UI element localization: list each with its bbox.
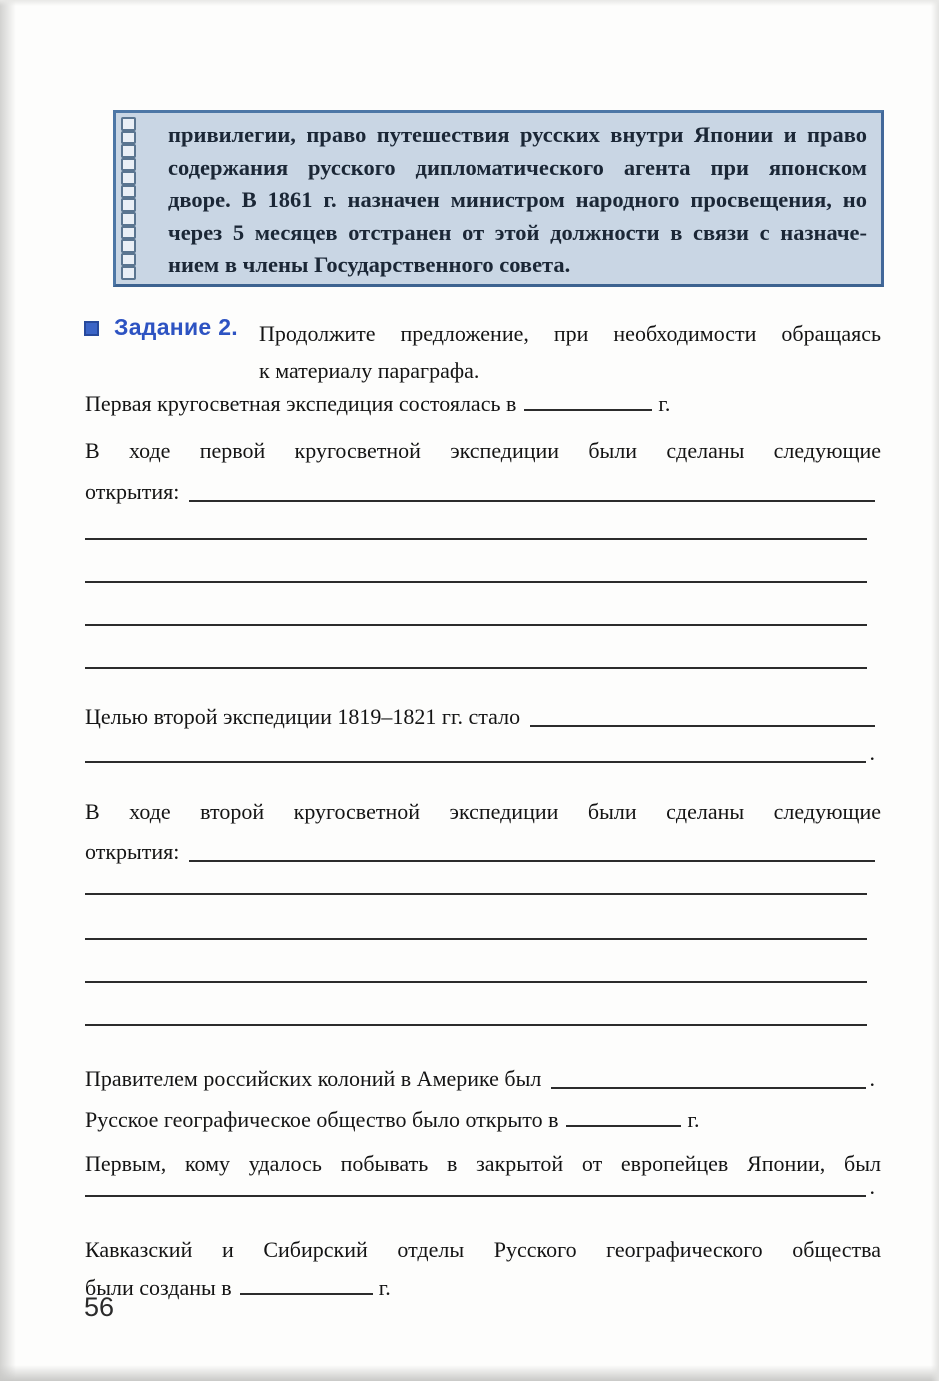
question-q5	[85, 1062, 875, 1092]
binder-ring-icon	[121, 266, 136, 280]
answer-blank	[189, 860, 875, 862]
question-text: Русское географическое общество было открыто в	[85, 1107, 559, 1132]
question-q7-line2	[85, 1170, 875, 1200]
question-text: Первая кругосветная экспедиция состоялась в	[85, 391, 517, 416]
question-text: Правителем российских колоний в Америке был	[85, 1066, 542, 1091]
binder-ring-icon	[121, 253, 136, 267]
question-text: открытия:	[85, 839, 180, 864]
answer-line	[85, 1024, 867, 1026]
scan-shadow-bottom	[0, 1365, 939, 1381]
binder-ring-icon	[121, 171, 136, 185]
info-box-line: дворе. В 1861 г. назначен министром народного просвещения, но	[168, 187, 867, 212]
answer-blank	[85, 761, 866, 763]
question-q1	[85, 390, 881, 418]
answer-blank	[240, 1279, 373, 1295]
binder-ring-icon	[121, 226, 136, 240]
binder-ring-icon	[121, 158, 136, 172]
info-box	[113, 110, 884, 287]
question-q3	[85, 700, 875, 730]
question-q3-line2	[85, 736, 875, 766]
answer-line	[85, 624, 867, 626]
binder-ring-icon	[121, 131, 136, 145]
question-text: .	[869, 740, 875, 765]
binder-ring-icon	[121, 212, 136, 226]
answer-line	[85, 981, 867, 983]
task-bullet-icon	[84, 321, 99, 336]
scan-shadow-right	[931, 0, 939, 1381]
question-q6	[85, 1106, 881, 1134]
task-instruction-line: к материалу параграфа.	[259, 358, 480, 383]
question-q8-line2	[85, 1274, 881, 1302]
page-number: 56	[84, 1292, 115, 1322]
answer-blank	[551, 1087, 865, 1089]
answer-line	[85, 938, 867, 940]
task-label: Задание 2.	[114, 314, 238, 340]
answer-blank	[530, 725, 875, 727]
scan-shadow-left	[0, 0, 16, 1381]
info-box-text	[168, 119, 867, 282]
question-q4-line1: В ходе второй кругосветной экспедиции были сделаны следующие	[85, 799, 881, 824]
answer-line	[85, 893, 867, 895]
question-text: Целью второй экспедиции 1819–1821 гг. стало	[85, 704, 521, 729]
info-box-line: содержания русского дипломатического агента при японском	[168, 154, 867, 180]
answer-blank	[566, 1111, 681, 1127]
question-q2-line2	[85, 475, 875, 505]
answer-blank	[85, 1195, 866, 1197]
question-text: г.	[658, 391, 671, 416]
question-text: открытия:	[85, 479, 180, 504]
question-q4-line2	[85, 835, 875, 865]
info-box-line: через 5 месяцев отстранен от этой должности в связи с назначе-	[168, 219, 867, 245]
binder-rings	[121, 117, 141, 280]
answer-line	[85, 581, 867, 583]
binder-ring-icon	[121, 185, 136, 199]
task-instruction-line: Продолжите предложение, при необходимости обращаясь	[259, 321, 881, 346]
question-q2-line1: В ходе первой кругосветной экспедиции были сделаны следующие	[85, 438, 881, 463]
answer-blank	[524, 395, 652, 411]
info-box-line: привилегии, право путешествия русских внутри Японии и право	[168, 122, 867, 147]
task-instruction	[259, 315, 881, 389]
info-box-line: нием в члены Государственного совета.	[168, 252, 571, 277]
scan-shadow-top	[0, 0, 939, 6]
binder-ring-icon	[121, 117, 136, 131]
question-q7-line1: Первым, кому удалось побывать в закрытой от европейцев Японии, был	[85, 1151, 881, 1176]
binder-ring-icon	[121, 239, 136, 253]
answer-line	[85, 538, 867, 540]
binder-ring-icon	[121, 198, 136, 212]
question-text: г.	[378, 1275, 391, 1300]
answer-blank	[189, 500, 875, 502]
question-text: г.	[687, 1107, 700, 1132]
question-q8-line1: Кавказский и Сибирский отделы Русского географического общества	[85, 1237, 881, 1262]
question-text: были созданы в	[85, 1275, 232, 1300]
question-text: .	[869, 1066, 875, 1091]
question-text: .	[869, 1174, 875, 1199]
answer-line	[85, 667, 867, 669]
binder-ring-icon	[121, 144, 136, 158]
